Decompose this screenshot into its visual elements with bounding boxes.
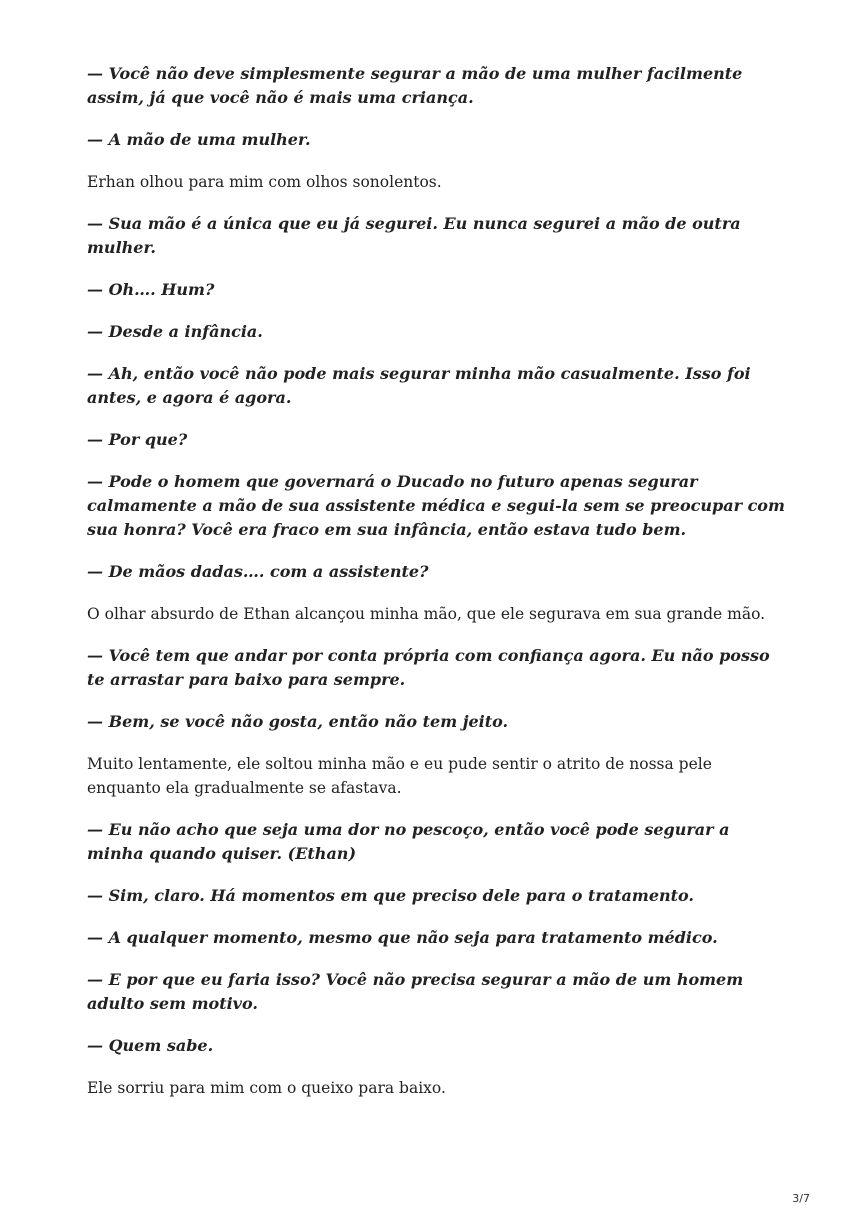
- paragraph-dialogue: — Bem, se você não gosta, então não tem jeito.: [87, 712, 509, 731]
- paragraph-dialogue: — Ah, então você não pode mais segurar minha mão casualmente. Isso foi antes, e agora é agora.: [87, 364, 751, 407]
- paragraph-dialogue: — Desde a infância.: [87, 322, 263, 341]
- paragraph-dialogue: — Sim, claro. Há momentos em que preciso dele para o tratamento.: [87, 886, 694, 905]
- page-number: 3/7: [792, 1192, 810, 1205]
- paragraph-dialogue: — De mãos dadas…. com a assistente?: [87, 562, 429, 581]
- paragraph-dialogue: — Oh…. Hum?: [87, 280, 215, 299]
- paragraph-dialogue: — A qualquer momento, mesmo que não seja para tratamento médico.: [87, 928, 718, 947]
- paragraph-dialogue: — Quem sabe.: [87, 1036, 214, 1055]
- paragraph-dialogue: — Por que?: [87, 430, 188, 449]
- document-body: [87, 62, 787, 1118]
- paragraph-dialogue: — Eu não acho que seja uma dor no pescoço, então você pode segurar a minha quando quiser. (Ethan): [87, 820, 730, 863]
- paragraph-narration: Muito lentamente, ele soltou minha mão e eu pude sentir o atrito de nossa pele enquanto ela gradualmente se afastava.: [87, 755, 712, 797]
- paragraph-narration: Erhan olhou para mim com olhos sonolentos.: [87, 173, 442, 191]
- paragraph-dialogue: — A mão de uma mulher.: [87, 130, 311, 149]
- paragraph-dialogue: — E por que eu faria isso? Você não precisa segurar a mão de um homem adulto sem motivo.: [87, 970, 744, 1013]
- paragraph-dialogue: — Você tem que andar por conta própria com confiança agora. Eu não posso te arrastar para baixo para sempre.: [87, 646, 770, 689]
- paragraph-dialogue: — Você não deve simplesmente segurar a mão de uma mulher facilmente assim, já que você não é mais uma criança.: [87, 64, 743, 107]
- paragraph-dialogue: — Sua mão é a única que eu já segurei. Eu nunca segurei a mão de outra mulher.: [87, 214, 741, 257]
- paragraph-dialogue: — Pode o homem que governará o Ducado no futuro apenas segurar calmamente a mão de sua assistente médica e segui-la sem se preocupar com sua honra? Você era fraco em sua infância, então estava tudo bem.: [87, 472, 785, 539]
- paragraph-narration: Ele sorriu para mim com o queixo para baixo.: [87, 1079, 446, 1097]
- paragraph-narration: O olhar absurdo de Ethan alcançou minha mão, que ele segurava em sua grande mão.: [87, 605, 766, 623]
